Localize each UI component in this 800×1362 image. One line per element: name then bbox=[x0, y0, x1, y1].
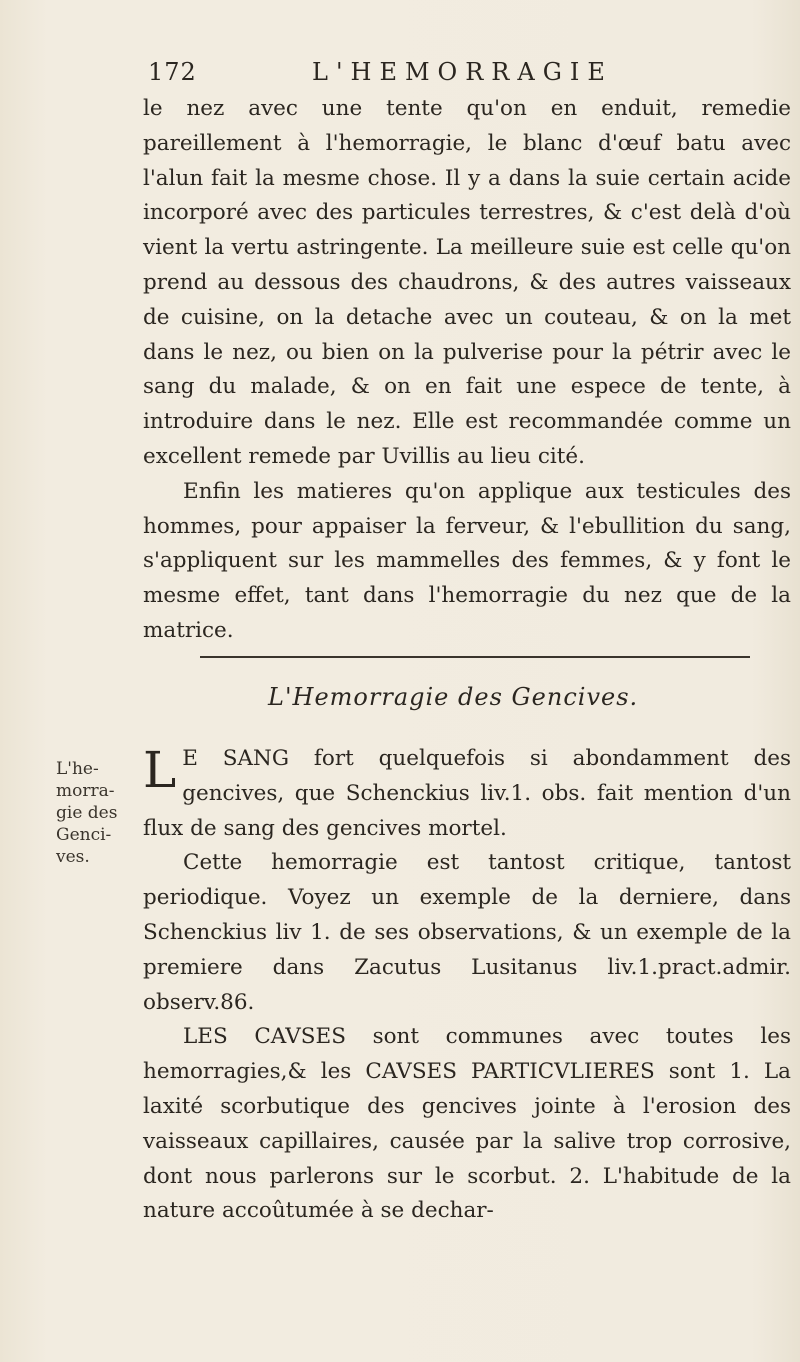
section-divider bbox=[200, 656, 750, 658]
margin-note-line: L'he- bbox=[56, 759, 99, 779]
paragraph-continued: le nez avec une tente qu'on en enduit, remedie pareillement à l'hemorragie, le blanc d'œuf batu avec l'alun fait la mesme chose. Il y a dans la suie certain acide incorporé avec des particules terrestres, & c'est delà d'où vient la vertu astringente. La meilleure suie est celle qu'on prend au dessous des chaudrons, & des autres vaisseaux de cuisine, on la detache avec un couteau, & on la met dans le nez, ou bien on la pulverise pour la pétrir avec le sang du malade, & on en fait une espece de tente, à introduire dans le nez. Elle est recommandée comme un excellent remede par Uvillis au lieu cité. bbox=[143, 96, 791, 469]
margin-note-line: morra- bbox=[56, 781, 115, 801]
paragraph-le-sang-text: E SANG fort quelquefois si abondamment des gencives, que Schenckius liv.1. obs. fait mention d'un flux de sang des gencives mortel. bbox=[143, 746, 791, 841]
page-number: 172 bbox=[148, 58, 197, 86]
paragraph-le-sang bbox=[143, 742, 791, 846]
margin-note-line: ves. bbox=[56, 847, 90, 867]
top-text-block bbox=[143, 92, 791, 649]
paragraph-causes: LES CAVSES sont communes avec toutes les hemorragies,& les CAVSES PARTICVLIERES sont 1. La laxité scorbutique des gencives jointe à l'erosion des vaisseaux capillaires, causée par la salive trop corrosive, dont nous parlerons sur le scorbut. 2. L'habitude de la nature accoûtumée à se dechar- bbox=[143, 1024, 791, 1224]
margin-note-line: gie des bbox=[56, 803, 118, 823]
running-title: L'HEMORRAGIE bbox=[312, 58, 613, 86]
margin-note bbox=[56, 758, 144, 868]
paragraph-cette: Cette hemorragie est tantost critique, tantost periodique. Voyez un exemple de la derniere, dans Schenckius liv 1. de ses observations, & un exemple de la premiere dans Zacutus Lusitanus liv.1.pract.admir. observ.86. bbox=[143, 850, 791, 1015]
section-text-block bbox=[143, 742, 791, 1229]
section-title: L'Hemorragie des Gencives. bbox=[268, 683, 639, 711]
drop-cap: L bbox=[143, 741, 177, 799]
page-header bbox=[148, 58, 688, 94]
margin-note-line: Genci- bbox=[56, 825, 112, 845]
paragraph-enfin: Enfin les matieres qu'on applique aux testicules des hommes, pour appaiser la ferveur, & l'ebullition du sang, s'appliquent sur les mammelles des femmes, & y font le mesme effet, tant dans l'hemorragie du nez que de la matrice. bbox=[143, 478, 791, 643]
